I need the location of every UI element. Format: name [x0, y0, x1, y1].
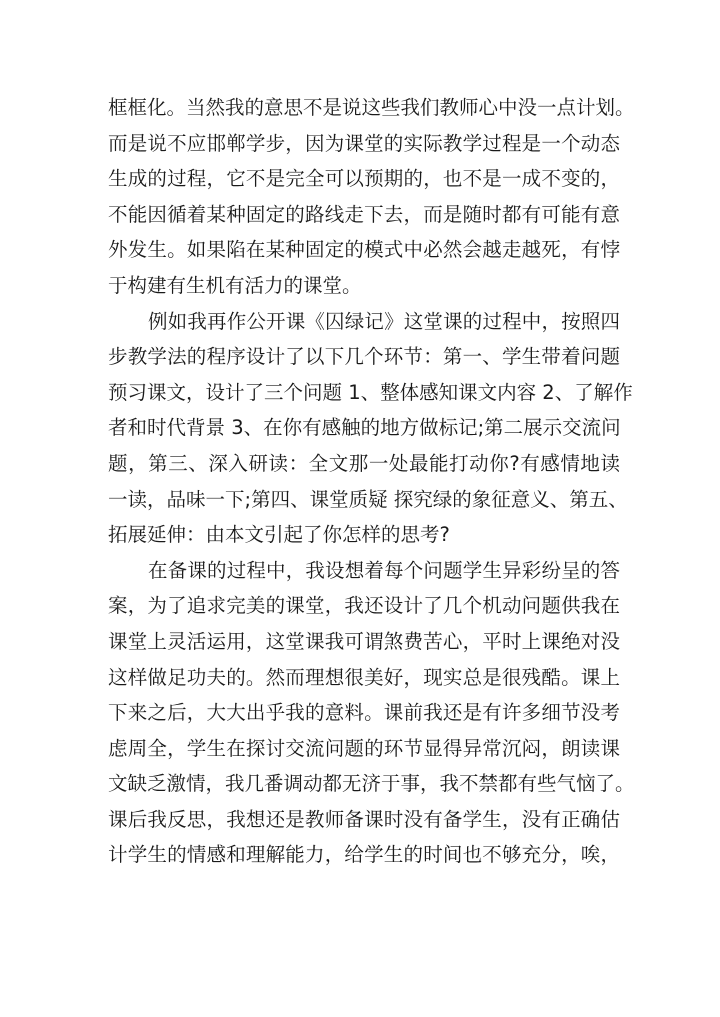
- text-line: 不能因循着某种固定的路线走下去，而是随时都有可能有意: [108, 202, 620, 226]
- text-line: 生成的过程，它不是完全可以预期的，也不是一成不变的，: [108, 167, 620, 191]
- text-line: 而是说不应邯郸学步，因为课堂的实际教学过程是一个动态: [108, 131, 620, 155]
- text-line: 者和时代背景 3、在你有感触的地方做标记;第二展示交流问: [108, 416, 621, 440]
- text-line: 例如我再作公开课《囚绿记》这堂课的过程中，按照四: [148, 309, 620, 333]
- text-line: 步教学法的程序设计了以下几个环节：第一、学生带着问题: [108, 345, 620, 369]
- document-body: [108, 90, 635, 873]
- text-line: 题，第三、深入研读：全文那一处最能打动你?有感情地读: [108, 451, 620, 475]
- text-line: 课后我反思，我想还是教师备课时没有备学生，没有正确估: [108, 807, 620, 831]
- text-line: 拓展延伸：由本文引起了你怎样的思考?: [108, 523, 450, 547]
- text-line: 框框化。当然我的意思不是说这些我们教师心中没一点计划。: [108, 96, 635, 119]
- text-line: 计学生的情感和理解能力，给学生的时间也不够充分，唉，: [108, 843, 620, 867]
- text-line: 虑周全，学生在探讨交流问题的环节显得异常沉闷，朗读课: [108, 736, 620, 760]
- text-line: 案，为了追求完美的课堂，我还设计了几个机动问题供我在: [108, 594, 620, 618]
- text-line: 在备课的过程中，我设想着每个问题学生异彩纷呈的答: [148, 558, 620, 582]
- text-line: 外发生。如果陷在某种固定的模式中必然会越走越死，有悖: [108, 238, 620, 262]
- text-line: 课堂上灵活运用，这堂课我可谓煞费苦心，平时上课绝对没: [108, 629, 620, 653]
- text-line: 下来之后，大大出乎我的意料。课前我还是有许多细节没考: [108, 701, 620, 725]
- text-line: 一读，品味一下;第四、课堂质疑 探究绿的象征意义、第五、: [108, 487, 628, 511]
- text-line: 于构建有生机有活力的课堂。: [108, 273, 362, 297]
- text-line: 文缺乏激情，我几番调动都无济于事，我不禁都有些气恼了。: [108, 772, 635, 796]
- text-line: 这样做足功夫的。然而理想很美好，现实总是很残酷。课上: [108, 665, 620, 689]
- text-line: 预习课文，设计了三个问题 1、整体感知课文内容 2、了解作: [108, 380, 633, 404]
